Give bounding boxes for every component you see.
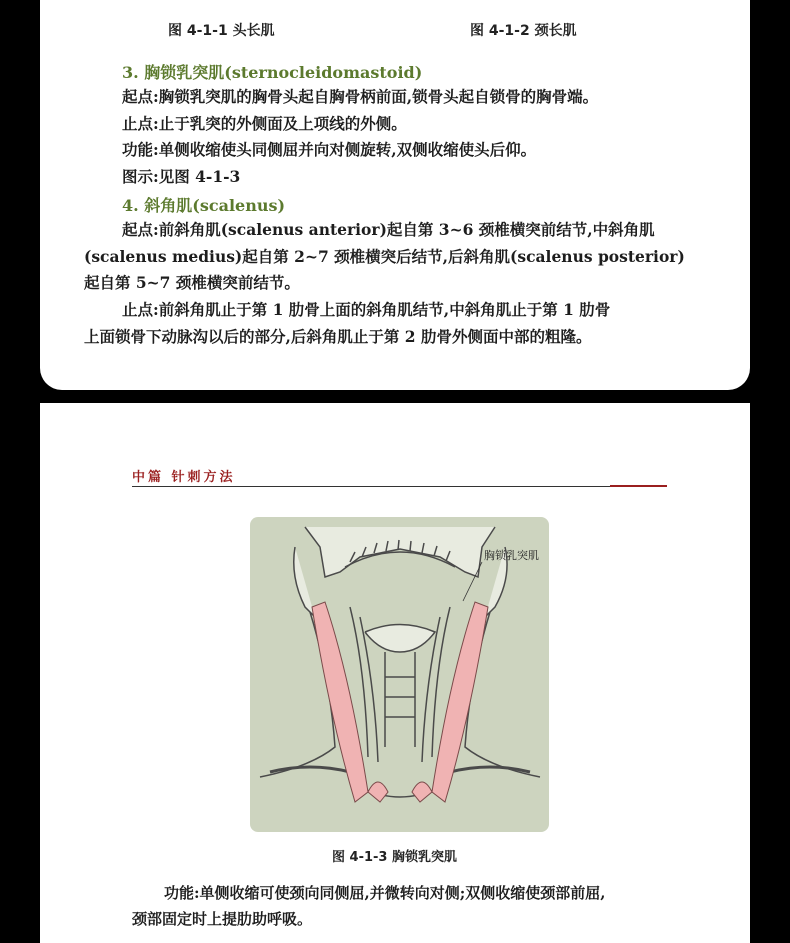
section-3-heading: 3. 胸锁乳突肌(sternocleidomastoid): [122, 63, 423, 82]
figure-4-1-3-caption: 图 4-1-3 胸锁乳突肌: [332, 850, 457, 865]
figure-4-1-2-caption: 图 4-1-2 颈长肌: [470, 23, 577, 39]
function-line-1: 功能:单侧收缩可使颈向同侧屈,并微转向对侧;双侧收缩使颈部前屈,: [164, 884, 606, 902]
section-4-line-4: 止点:前斜角肌止于第 1 肋骨上面的斜角肌结节,中斜角肌止于第 1 肋骨: [122, 300, 611, 319]
neck-anatomy-illustration: [250, 517, 549, 832]
running-head: 中篇 针刺方法: [132, 470, 236, 485]
header-rule-accent: [610, 485, 667, 487]
section-3-insertion: 止点:止于乳突的外侧面及上项线的外侧。: [122, 114, 407, 133]
section-3-function: 功能:单侧收缩使头同侧屈并向对侧旋转,双侧收缩使头后仰。: [122, 140, 537, 159]
figure-label-sternocleidomastoid: 胸锁乳突肌: [484, 549, 539, 562]
bottom-page: [40, 403, 750, 943]
section-3-figure-ref: 图示:见图 4-1-3: [122, 167, 241, 186]
section-4-line-3: 起自第 5~7 颈椎横突前结节。: [84, 273, 300, 292]
section-4-heading: 4. 斜角肌(scalenus): [122, 196, 286, 215]
section-4-line-1: 起点:前斜角肌(scalenus anterior)起自第 3~6 颈椎横突前结节,中斜角肌: [122, 220, 655, 239]
section-4-line-5: 上面锁骨下动脉沟以后的部分,后斜角肌止于第 2 肋骨外侧面中部的粗隆。: [84, 327, 592, 346]
figure-4-1-3: [250, 517, 549, 832]
function-line-2: 颈部固定时上提肋助呼吸。: [132, 910, 313, 928]
figure-4-1-1-caption: 图 4-1-1 头长肌: [168, 23, 275, 39]
section-4-line-2: (scalenus medius)起自第 2~7 颈椎横突后结节,后斜角肌(scalenus posterior): [84, 247, 685, 266]
header-rule: [132, 486, 667, 487]
top-page: [40, 0, 750, 390]
section-3-origin: 起点:胸锁乳突肌的胸骨头起自胸骨柄前面,锁骨头起自锁骨的胸骨端。: [122, 87, 599, 106]
